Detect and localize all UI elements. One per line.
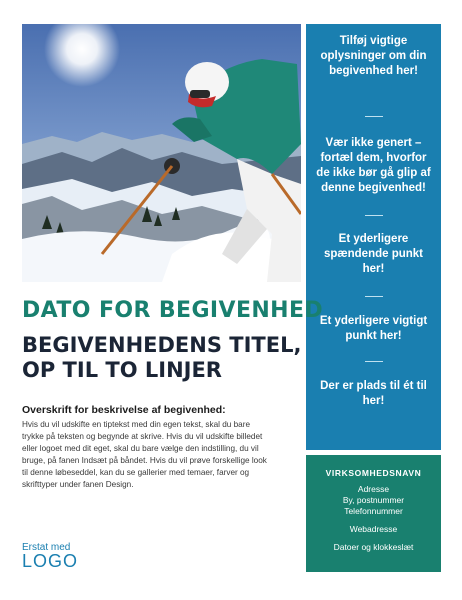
highlight-3[interactable]: Et yderligere spændende punkt her! [323, 233, 424, 275]
body-line: eller logoet med dit eget, skal du bare vælge den indstilling, du vil [22, 444, 259, 453]
logo-caption: Erstat med [22, 542, 71, 553]
logo-text: LOGO [22, 551, 79, 571]
body-line: trykke på teksten og begynde at skrive. Hvis du vil udskifte billedet [22, 432, 263, 441]
web-address[interactable]: Webadresse [349, 524, 398, 534]
company-name[interactable]: VIRKSOMHEDSNAVN [325, 468, 422, 478]
contact-box [306, 455, 441, 572]
body-line: Hvis du vil udskifte en tiptekst med din egen tekst, skal du bare [22, 420, 251, 429]
phone-number[interactable]: Telefonnummer [344, 506, 403, 516]
event-title[interactable] [22, 333, 307, 383]
event-title-line-2: OP TIL TO LINJER [22, 358, 222, 382]
highlight-divider [365, 296, 383, 297]
highlight-2[interactable]: Vær ikke genert – fortæl dem, hvorfor de ikke bør gå glip af denne begivenhed! [316, 137, 431, 194]
dates-times[interactable]: Datoer og klokkeslæt [333, 542, 414, 552]
highlight-divider [365, 215, 383, 216]
description-body[interactable] [22, 419, 292, 491]
logo-placeholder[interactable] [22, 542, 78, 572]
highlights-column [306, 24, 441, 450]
skier-illustration [22, 24, 301, 282]
highlight-4[interactable]: Et yderligere vigtigt punkt her! [319, 315, 428, 342]
highlight-divider [365, 361, 383, 362]
event-title-line-1: BEGIVENHEDENS TITEL, [22, 333, 302, 357]
description-heading[interactable]: Overskrift for beskrivelse af begivenhed: [22, 404, 226, 416]
highlight-divider [365, 116, 383, 117]
highlight-1[interactable]: Tilføj vigtige oplysninger om din begivenhed her! [320, 35, 427, 77]
body-line: skrifttyper under fanen Design. [22, 480, 134, 489]
body-line: bruge, på fanen Indsæt på båndet. Hvis du vil prøve forskellige look [22, 456, 267, 465]
event-date[interactable]: DATO FOR BEGIVENHED [22, 298, 324, 323]
city-postcode[interactable]: By, postnummer [342, 495, 405, 505]
address[interactable]: Adresse [357, 484, 390, 494]
highlight-5[interactable]: Der er plads til ét til her! [320, 380, 427, 407]
skier-photo[interactable] [22, 24, 301, 282]
body-line: til denne løbeseddel, kan du se gallerier med temaer, farver og [22, 468, 250, 477]
